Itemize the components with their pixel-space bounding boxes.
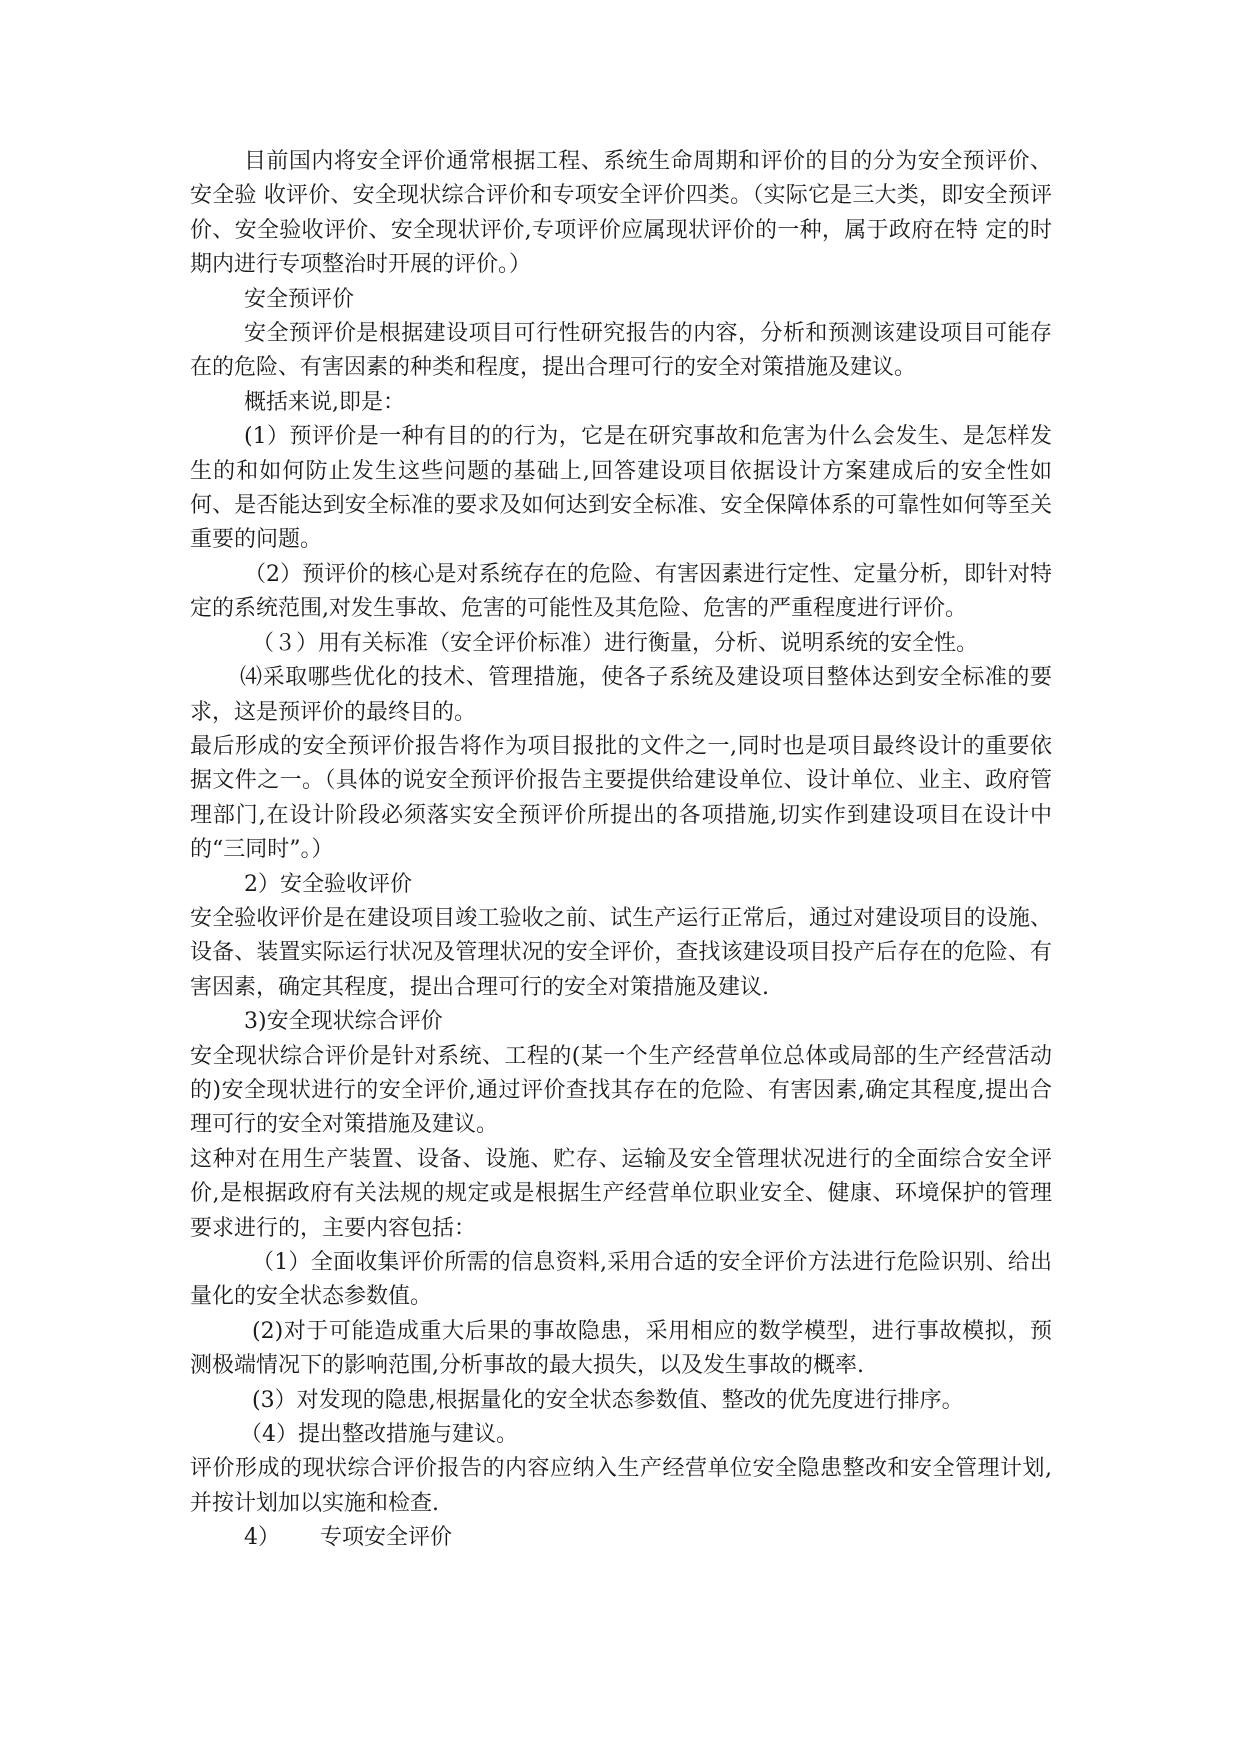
status-point-2: (2)对于可能造成重大后果的事故隐患，采用相应的数学模型，进行事故模拟，预测极端情况下的影响范围,分析事故的最大损失，以及发生事故的概率. [190, 1318, 1052, 1379]
pre-assessment-report: 最后形成的安全预评价报告将作为项目报批的文件之一,同时也是项目最终设计的重要依据文件之一。（具体的说安全预评价报告主要提供给建设单位、设计单位、业主、政府管理部门,在设计阶段必须落实安全预评价所提出的各项措施,切实作到建设项目在设计中的“三同时”。） [190, 733, 1052, 863]
status-definition: 安全现状综合评价是针对系统、工程的(某一个生产经营单位总体或局部的生产经营活动的)安全现状进行的安全评价,通过评价查找其存在的危险、有害因素,确定其程度,提出合理可行的安全对策措施及建议。 [190, 1043, 1052, 1138]
summary-lead: 概括来说,即是： [244, 389, 405, 415]
status-point-1: （1）全面收集评价所需的信息资料,采用合适的安全评价方法进行危险识别、给出量化的安全状态参数值。 [190, 1250, 1052, 1310]
section-number: 4） [244, 1525, 280, 1551]
section-heading-special [190, 1521, 1052, 1555]
section-heading-pre-assessment: 安全预评价 [244, 286, 355, 312]
section-heading-status: 3)安全现状综合评价 [244, 1009, 443, 1035]
pre-assessment-point-3: （３）用有关标准（安全评价标准）进行衡量，分析、说明系统的安全性。 [252, 630, 979, 656]
document-body [190, 145, 1052, 1556]
section-label: 专项安全评价 [320, 1525, 453, 1551]
pre-assessment-definition: 安全预评价是根据建设项目可行性研究报告的内容，分析和预测该建设项目可能存在的危险、有害因素的种类和程度，提出合理可行的安全对策措施及建议。 [190, 321, 1052, 381]
status-scope: 这种对在用生产装置、设备、设施、贮存、运输及安全管理状况进行的全面综合安全评价,是根据政府有关法规的规定或是根据生产经营单位职业安全、健康、环境保护的管理要求进行的，主要内容包括： [190, 1146, 1052, 1241]
pre-assessment-point-2: （2）预评价的核心是对系统存在的危险、有害因素进行定性、定量分析，即针对特定的系统范围,对发生事故、危害的可能性及其危险、危害的严重程度进行评价。 [190, 561, 1052, 622]
status-report: 评价形成的现状综合评价报告的内容应纳入生产经营单位安全隐患整改和安全管理计划,并按计划加以实施和检查. [190, 1456, 1052, 1516]
section-heading-acceptance: 2）安全验收评价 [244, 871, 412, 897]
intro-paragraph: 目前国内将安全评价通常根据工程、系统生命周期和评价的目的分为安全预评价、安全验 收评价、安全现状综合评价和专项安全评价四类。（实际它是三大类，即安全预评价、安全验收评价、安全现状评价,专项评价应属现状评价的一种，属于政府在特 定的时期内进行专项整治时开展的评价。） [190, 149, 1052, 278]
status-point-3: (3）对发现的隐患,根据量化的安全状态参数值、整改的优先度进行排序。 [252, 1387, 964, 1413]
pre-assessment-point-1: (1）预评价是一种有目的的行为，它是在研究事故和危害为什么会发生、是怎样发生的和如何防止发生这些问题的基础上,回答建设项目依据设计方案建成后的安全性如何、是否能达到安全标准的要求及如何达到安全标准、安全保障体系的可靠性如何等至关重要的问题。 [190, 424, 1052, 553]
acceptance-definition: 安全验收评价是在建设项目竣工验收之前、试生产运行正常后，通过对建设项目的设施、设备、装置实际运行状况及管理状况的安全评价，查找该建设项目投产后存在的危险、有害因素，确定其程度，提出合理可行的安全对策措施及建议. [190, 905, 1052, 1000]
status-point-4: （4）提出整改措施与建议。 [240, 1422, 518, 1448]
pre-assessment-point-4: ⑷采取哪些优化的技术、管理措施，使各子系统及建设项目整体达到安全标准的要求，这是预评价的最终目的。 [190, 665, 1052, 725]
